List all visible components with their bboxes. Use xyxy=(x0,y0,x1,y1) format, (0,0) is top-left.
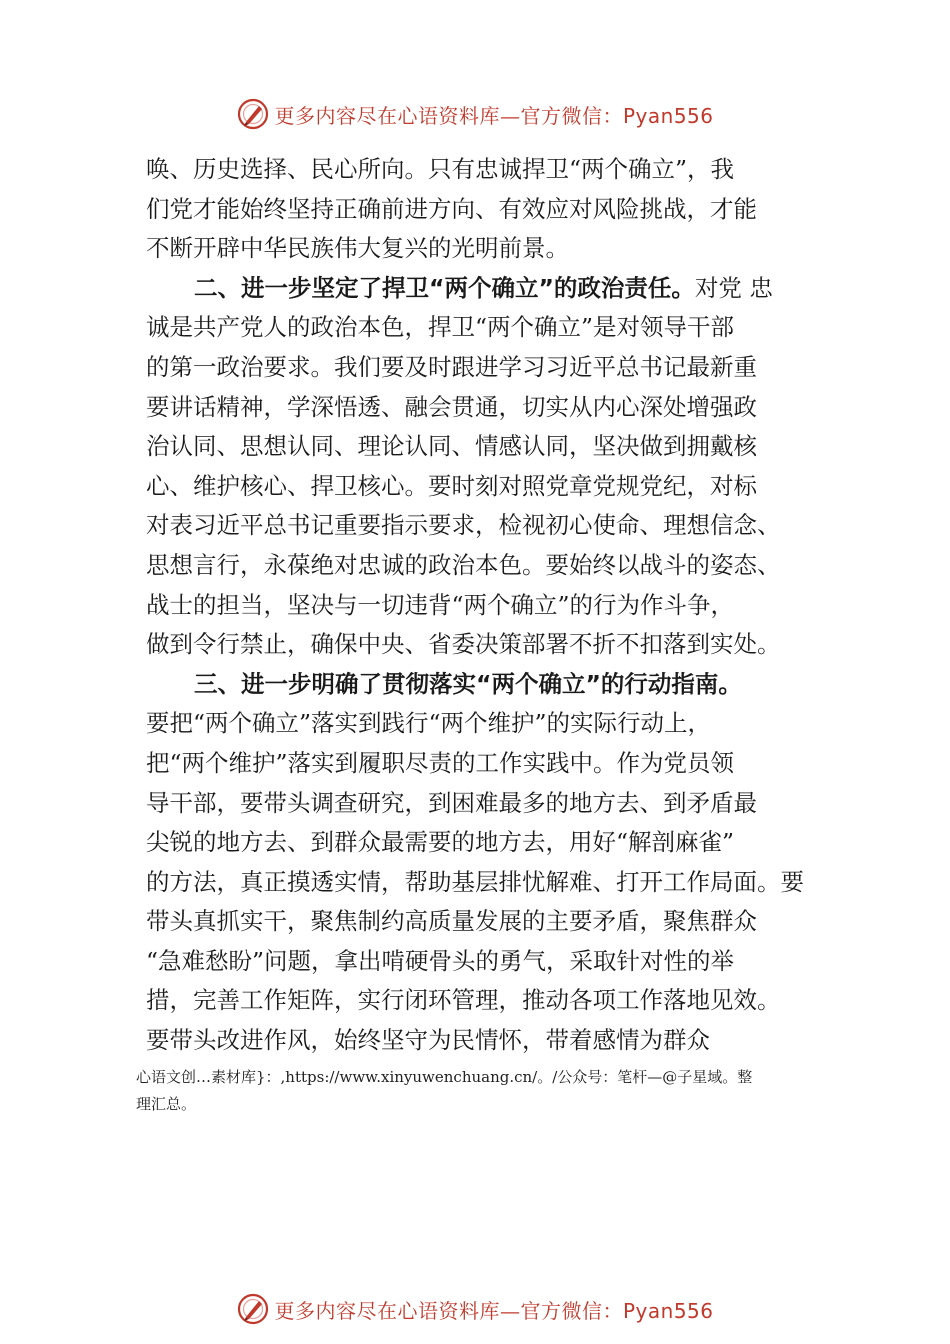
pen-logo-icon xyxy=(236,1292,270,1326)
text-line: 治认同、思想认同、理论认同、情感认同，坚决做到拥戴核 xyxy=(146,432,757,461)
text-line: 尖锐的地方去、到群众最需要的地方去，用好“解剖麻雀” xyxy=(146,828,735,857)
text-line: 要把“两个确立”落实到践行“两个维护”的实际行动上， xyxy=(146,709,712,738)
footnote-line: 理汇总。 xyxy=(136,1095,197,1113)
footnote-line: 心语文创…素材库}：,https://www.xinyuwenchuang.cn/。/公众号：笔杆—@子星域。整 xyxy=(136,1068,753,1086)
text-line: 们党才能始终坚持正确前进方向、有效应对风险挑战，才能 xyxy=(146,194,757,223)
text-line: “急难愁盼”问题，拿出啃硬骨头的勇气，采取针对性的举 xyxy=(146,946,735,975)
text-line xyxy=(146,665,836,705)
banner-text: 更多内容尽在心语资料库—官方微信：Pyan556 xyxy=(274,103,714,128)
text-line: 的方法，真正摸透实情，帮助基层排忧解难、打开工作局面。要 xyxy=(146,867,804,896)
text-line: 战士的担当，坚决与一切违背“两个确立”的行为作斗争， xyxy=(146,590,735,619)
text-line: 思想言行，永葆绝对忠诚的政治本色。要始终以战斗的姿态、 xyxy=(146,550,781,579)
text-line: 对表习近平总书记重要指示要求，检视初心使命、理想信念、 xyxy=(146,511,781,540)
text-line: 诚是共产党人的政治本色，捍卫“两个确立”是对领导干部 xyxy=(146,313,735,342)
text-line: 导干部，要带头调查研究，到困难最多的地方去、到矛盾最 xyxy=(146,788,757,817)
paragraph-3 xyxy=(146,665,836,1061)
source-footnote xyxy=(136,1064,836,1118)
text-line: 心、维护核心、捍卫核心。要时刻对照党章党规党纪，对标 xyxy=(146,471,757,500)
bottom-banner xyxy=(0,1287,950,1331)
document-body xyxy=(146,150,836,1061)
section-heading-3: 三、进一步明确了贯彻落实“两个确立”的行动指南。 xyxy=(194,669,742,698)
section-heading-2: 二、进一步坚定了捍卫“两个确立”的政治责任。 xyxy=(194,273,695,302)
text-line: 措，完善工作矩阵，实行闭环管理，推动各项工作落地见效。 xyxy=(146,986,781,1015)
text-line: 的第一政治要求。我们要及时跟进学习习近平总书记最新重 xyxy=(146,352,757,381)
top-banner xyxy=(0,92,950,136)
text-line: 要讲话精神，学深悟透、融会贯通，切实从内心深处增强政 xyxy=(146,392,757,421)
pen-logo-icon xyxy=(236,97,270,131)
text-line: 要带头改进作风，始终坚守为民情怀，带着感情为群众 xyxy=(146,1026,710,1055)
banner-text: 更多内容尽在心语资料库—官方微信：Pyan556 xyxy=(274,1298,714,1323)
text-line: 二、进一步坚定了捍卫“两个确立”的政治责任。对党 忠 xyxy=(194,273,773,302)
text-line: 带头真抓实干，聚焦制约高质量发展的主要矛盾，聚焦群众 xyxy=(146,907,757,936)
paragraph-2 xyxy=(146,269,836,665)
text-line: 把“两个维护”落实到履职尽责的工作实践中。作为党员领 xyxy=(146,748,735,777)
text-line: 唤、历史选择、民心所向。只有忠诚捍卫“两个确立”，我 xyxy=(146,155,735,183)
text-line: 做到令行禁止，确保中央、省委决策部署不折不扣落到实处。 xyxy=(146,630,781,659)
text-line: 不断开辟中华民族伟大复兴的光明前景。 xyxy=(146,234,569,263)
paragraph-1 xyxy=(146,150,836,269)
